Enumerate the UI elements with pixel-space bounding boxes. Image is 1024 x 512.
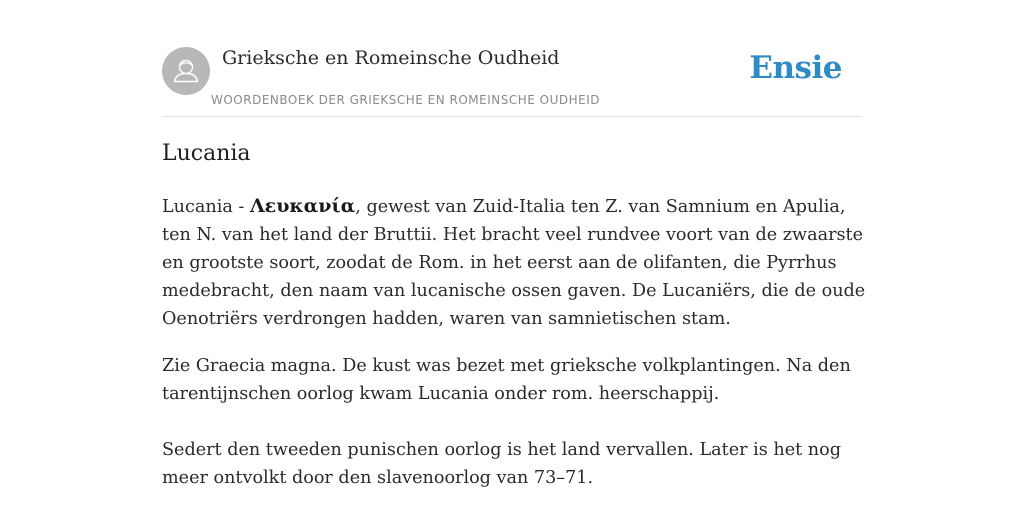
source-avatar[interactable] bbox=[162, 47, 210, 95]
entry-paragraph-2: Zie Graecia magna. De kust was bezet met grieksche volkplantingen. Na den tarentijnschen oorlog kwam Lucania onder rom. heerschappij. bbox=[162, 356, 851, 404]
entry-body bbox=[162, 192, 872, 511]
entry-paragraph-1-text: , gewest van Zuid-Italia ten Z. van Samnium en Apulia, ten N. van het land der Bruttii. Het bracht veel rundvee voort van de zwaarste en grootste soort, zoodat de Rom. in het eerst aan de olifanten, die Pyrrhus medebracht, den naam van lucanische ossen gaven. De Lucaniërs, die de oude Oenotriërs verdrongen hadden, waren van samnietischen stam. bbox=[162, 197, 866, 329]
paragraph-spacer bbox=[162, 408, 872, 436]
entry-lead: Lucania - bbox=[162, 197, 250, 217]
source-title-link[interactable]: Grieksche en Romeinsche Oudheid bbox=[222, 47, 560, 69]
entry-paragraph-3: Sedert den tweeden punischen oorlog is het land vervallen. Later is het nog meer ontvolkt door den slavenoorlog van 73–71. bbox=[162, 440, 841, 488]
entry-paragraph-1 bbox=[162, 192, 872, 333]
entry-title: Lucania bbox=[162, 141, 251, 166]
source-header bbox=[162, 46, 862, 117]
greek-term: Λευκανία bbox=[249, 195, 356, 217]
user-icon bbox=[162, 47, 210, 95]
source-subtitle: WOORDENBOEK DER GRIEKSCHE EN ROMEINSCHE OUDHEID bbox=[211, 93, 601, 107]
brand-logo[interactable]: Ensie bbox=[749, 50, 842, 86]
